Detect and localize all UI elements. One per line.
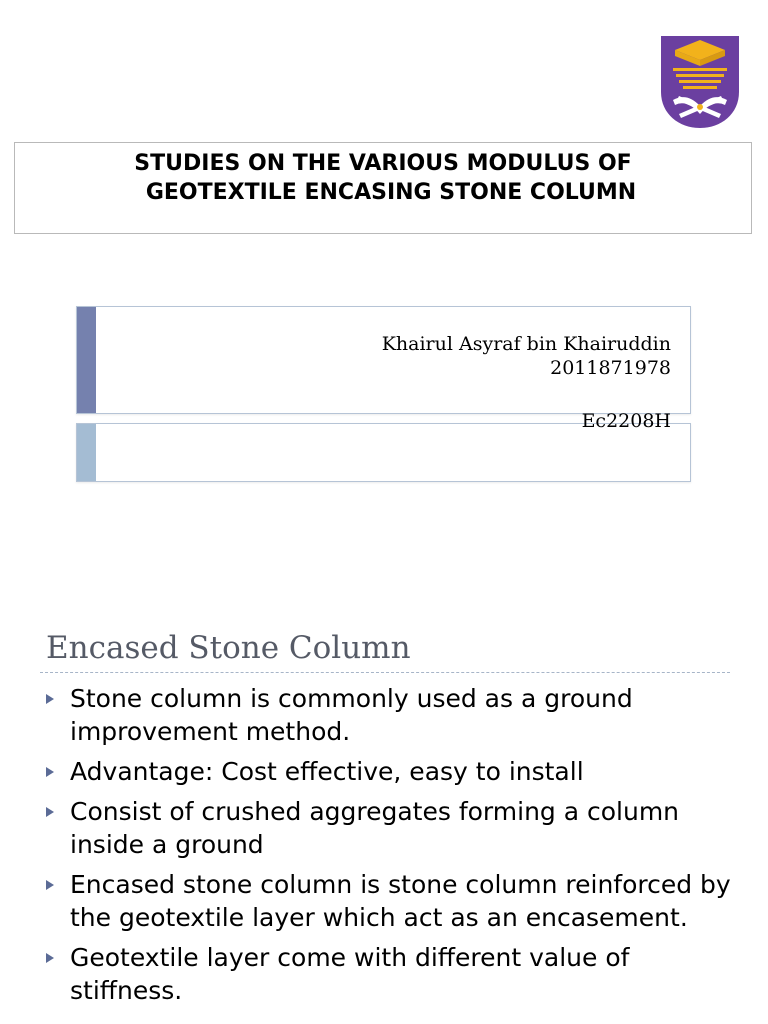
list-item bbox=[46, 795, 736, 861]
bullet-text: Consist of crushed aggregates forming a column inside a ground bbox=[70, 797, 680, 859]
list-item bbox=[46, 755, 736, 788]
bullet-arrow-icon bbox=[46, 807, 54, 817]
title-divider bbox=[40, 672, 730, 673]
bullet-arrow-icon bbox=[46, 694, 54, 704]
list-item bbox=[46, 868, 736, 934]
subtitle-box-accent-bar bbox=[77, 424, 96, 481]
bullet-text: Advantage: Cost effective, easy to install bbox=[70, 757, 584, 786]
bullet-arrow-icon bbox=[46, 767, 54, 777]
bullet-text: Geotextile layer come with different value of stiffness. bbox=[70, 943, 630, 1005]
bullet-arrow-icon bbox=[46, 953, 54, 963]
slide-title: Encased Stone Column bbox=[46, 630, 411, 666]
author-name: Khairul Asyraf bin Khairuddin bbox=[381, 333, 671, 355]
bullet-arrow-icon bbox=[46, 880, 54, 890]
bullet-list bbox=[46, 682, 736, 1014]
title-line-1: STUDIES ON THE VARIOUS MODULUS OF bbox=[134, 151, 632, 176]
bullet-text: Encased stone column is stone column reinforced by the geotextile layer which act as an encasement. bbox=[70, 870, 731, 932]
title-line-2: GEOTEXTILE ENCASING STONE COLUMN bbox=[145, 180, 637, 205]
list-item bbox=[46, 682, 736, 748]
university-crest-icon bbox=[659, 34, 741, 130]
author-box-accent-bar bbox=[77, 307, 96, 413]
course-code: Ec2208H bbox=[581, 410, 671, 432]
bullet-text: Stone column is commonly used as a ground improvement method. bbox=[70, 684, 633, 746]
list-item bbox=[46, 941, 736, 1007]
student-id: 2011871978 bbox=[550, 357, 671, 379]
title-box bbox=[14, 142, 752, 234]
